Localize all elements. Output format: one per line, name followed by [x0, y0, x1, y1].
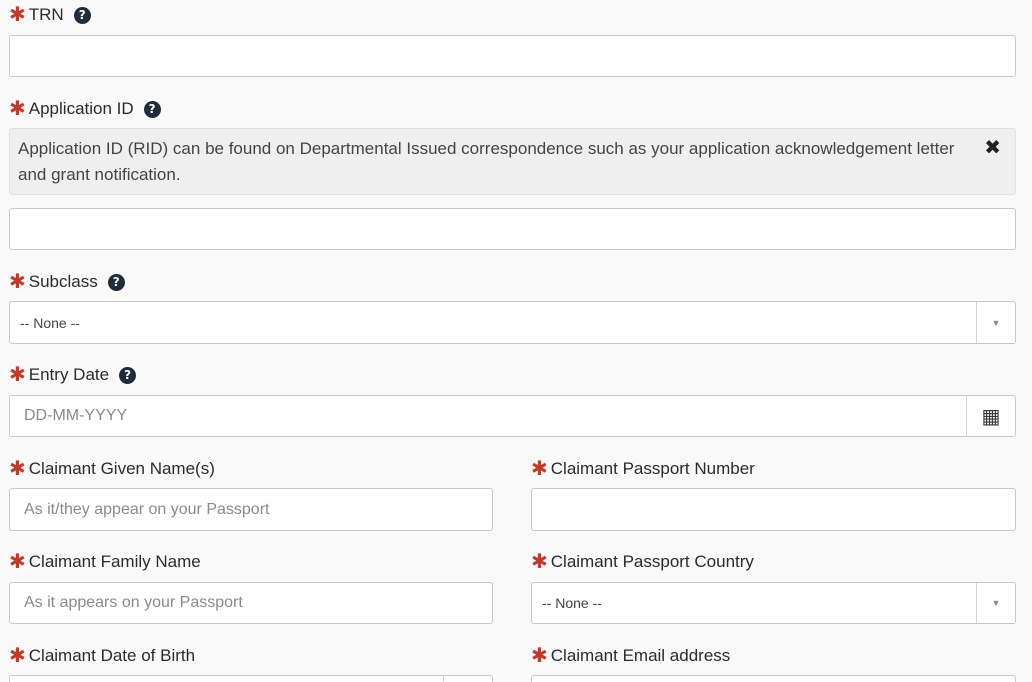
given-name-label-text: Claimant Given Name(s)	[28, 459, 215, 478]
required-asterisk-icon: ✱	[9, 363, 26, 386]
entry-date-placeholder: DD-MM-YYYY	[24, 407, 128, 424]
entry-date-label	[9, 363, 136, 387]
passport-number-input[interactable]	[531, 488, 1016, 531]
passport-country-selected-value: -- None --	[542, 595, 602, 611]
family-name-label	[9, 550, 201, 574]
email-input[interactable]	[531, 675, 1016, 682]
dob-label	[9, 644, 195, 668]
entry-date-label-text: Entry Date	[28, 365, 110, 384]
help-icon[interactable]: ?	[74, 7, 91, 24]
subclass-selected-value: -- None --	[20, 314, 80, 331]
required-asterisk-icon: ✱	[9, 550, 26, 573]
dob-label-text: Claimant Date of Birth	[28, 646, 196, 665]
application-id-help-notice	[9, 128, 1016, 195]
required-asterisk-icon: ✱	[531, 644, 548, 667]
given-name-placeholder: As it/they appear on your Passport	[24, 500, 270, 518]
required-asterisk-icon: ✱	[9, 270, 26, 293]
trn-label-text: TRN	[28, 5, 64, 24]
email-label	[531, 644, 730, 668]
trn-input[interactable]	[9, 35, 1016, 77]
entry-date-input[interactable]	[9, 395, 1016, 437]
passport-country-select[interactable]	[531, 582, 1016, 624]
email-label-text: Claimant Email address	[550, 646, 731, 665]
passport-country-label	[531, 550, 754, 574]
calendar-icon[interactable]: ▦	[966, 396, 1015, 436]
application-id-label-text: Application ID	[28, 99, 134, 118]
application-id-label	[9, 97, 161, 121]
help-icon[interactable]: ?	[119, 367, 136, 384]
required-asterisk-icon: ✱	[9, 3, 26, 26]
subclass-label	[9, 270, 125, 294]
subclass-select[interactable]	[9, 301, 1016, 344]
chevron-down-icon[interactable]: ▼	[976, 302, 1015, 343]
close-icon[interactable]: ✖	[984, 137, 1001, 159]
application-id-notice-text: Application ID (RID) can be found on Departmental Issued correspondence such as your application acknowledgement letter and grant notification.	[18, 139, 955, 184]
required-asterisk-icon: ✱	[9, 457, 26, 480]
required-asterisk-icon: ✱	[531, 457, 548, 480]
passport-country-label-text: Claimant Passport Country	[550, 552, 754, 571]
trn-label	[9, 3, 91, 27]
given-name-input[interactable]	[9, 488, 493, 531]
application-id-input[interactable]	[9, 208, 1016, 250]
dob-input-addon[interactable]	[443, 676, 444, 682]
subclass-label-text: Subclass	[28, 272, 98, 291]
passport-number-label-text: Claimant Passport Number	[550, 459, 755, 478]
dob-input[interactable]	[9, 675, 493, 682]
passport-number-label	[531, 457, 755, 481]
given-name-label	[9, 457, 215, 481]
required-asterisk-icon: ✱	[9, 97, 26, 120]
required-asterisk-icon: ✱	[9, 644, 26, 667]
family-name-input[interactable]	[9, 582, 493, 624]
chevron-down-icon[interactable]: ▼	[976, 583, 1015, 623]
required-asterisk-icon: ✱	[531, 550, 548, 573]
help-icon[interactable]: ?	[144, 101, 161, 118]
family-name-placeholder: As it appears on your Passport	[24, 594, 243, 611]
family-name-label-text: Claimant Family Name	[28, 552, 201, 571]
help-icon[interactable]: ?	[108, 274, 125, 291]
